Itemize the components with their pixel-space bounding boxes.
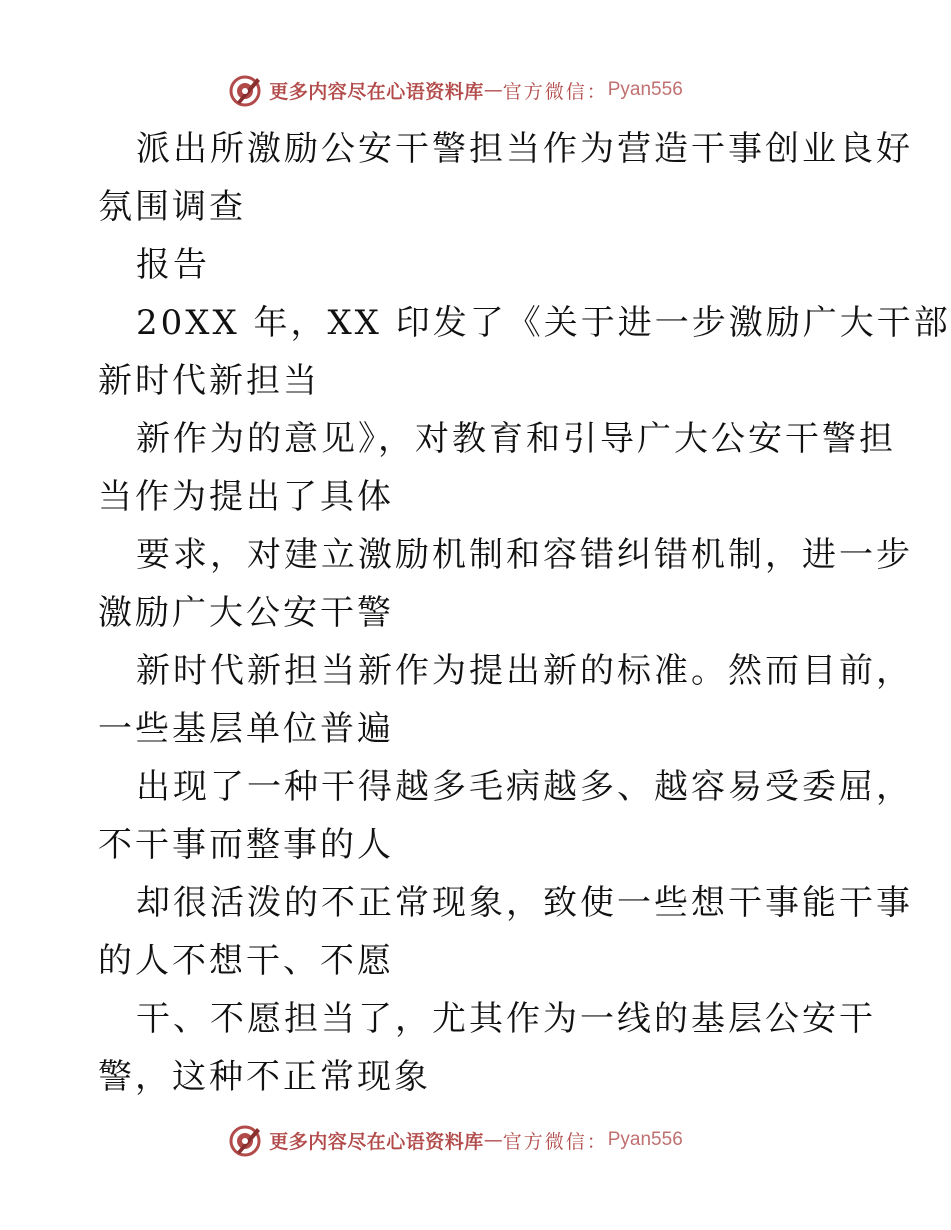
banner-text: 更多内容尽在心语资料库 <box>269 80 484 103</box>
quill-seal-icon <box>227 72 263 108</box>
paragraph-line: 新时代新担当新作为提出新的标准。然而目前， <box>136 651 913 691</box>
banner-separator: — <box>483 1129 503 1151</box>
paragraph-line: 激励广大公安干警 <box>98 593 394 633</box>
banner-text: 更多内容尽在心语资料库 <box>269 1130 484 1153</box>
paragraph-line: 要求，对建立激励机制和容错纠错机制，进一步 <box>136 535 913 575</box>
banner-wechat-id: Pyan556 <box>607 1129 683 1150</box>
title-line: 派出所激励公安干警担当作为营造干事创业良好 <box>136 129 913 169</box>
paragraph-line: 当作为提出了具体 <box>98 477 394 517</box>
paragraph-line: 的人不想干、不愿 <box>98 941 394 981</box>
banner-wechat-label: 官方微信： <box>502 80 608 103</box>
header-banner <box>0 70 950 110</box>
paragraph-line: 出现了一种干得越多毛病越多、越容易受委屈， <box>136 767 913 807</box>
quill-seal-icon <box>227 1122 263 1158</box>
banner-wechat-label: 官方微信： <box>502 1130 608 1153</box>
paragraph-line: 新作为的意见》，对教育和引导广大公安干警担 <box>136 419 896 459</box>
banner-separator: — <box>483 79 503 101</box>
footer-banner <box>0 1120 950 1160</box>
title-line: 氛围调查 <box>98 187 246 227</box>
paragraph-line: 却很活泼的不正常现象，致使一些想干事能干事 <box>136 883 913 923</box>
document-body <box>98 120 951 1106</box>
paragraph-line: 一些基层单位普遍 <box>98 709 394 749</box>
paragraph-line: 干、不愿担当了，尤其作为一线的基层公安干 <box>136 999 876 1039</box>
title-line: 报告 <box>136 245 210 285</box>
paragraph-line: 警，这种不正常现象 <box>98 1057 431 1097</box>
banner-wechat-id: Pyan556 <box>607 79 683 100</box>
paragraph-line: 20XX 年，XX 印发了《关于进一步激励广大干部 <box>136 303 951 343</box>
paragraph-line: 不干事而整事的人 <box>98 825 394 865</box>
paragraph-line: 新时代新担当 <box>98 361 320 401</box>
